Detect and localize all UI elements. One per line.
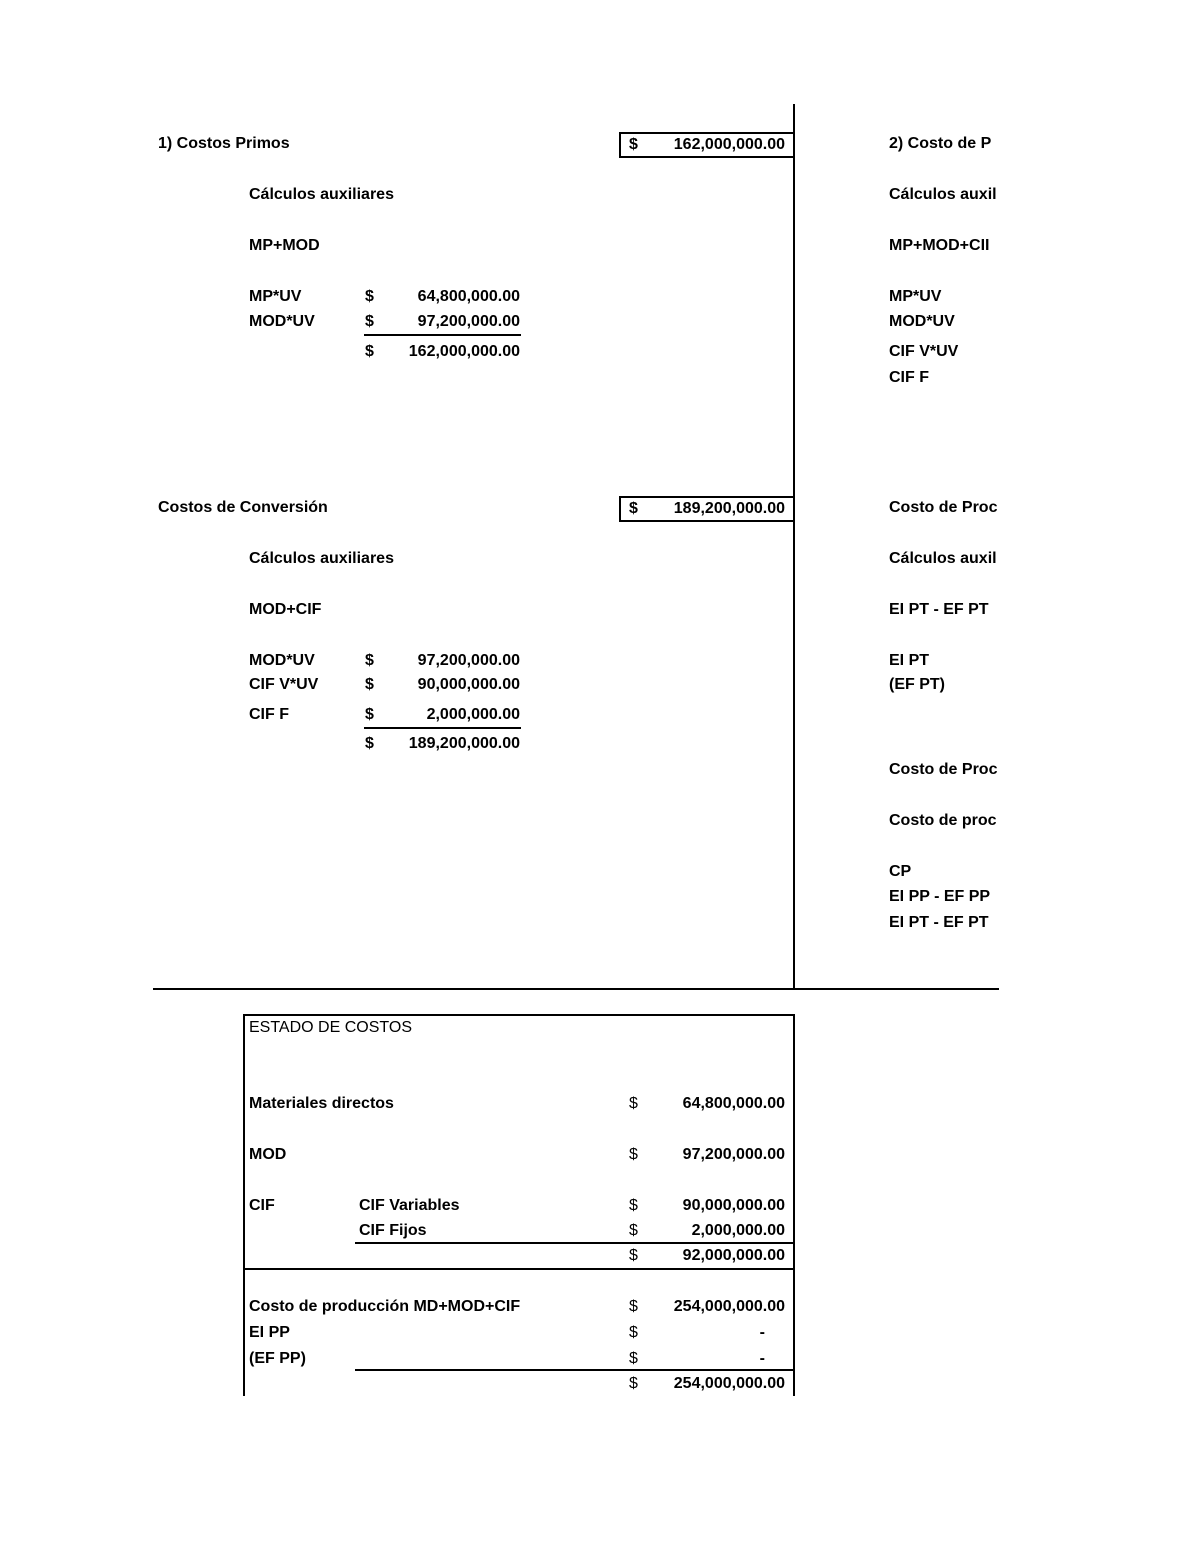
table-right-border <box>793 1014 795 1396</box>
row-value: 64,800,000.00 <box>417 288 520 305</box>
aux-label: Cálculos auxil <box>889 550 997 567</box>
ei-pp-label: EI PP <box>249 1324 290 1341</box>
cif-variables-label: CIF Variables <box>359 1197 460 1214</box>
mod-label: MOD <box>249 1146 287 1163</box>
cif-fijos-label: CIF Fijos <box>359 1222 427 1239</box>
currency-sign: $ <box>629 136 638 153</box>
final-total-value: 254,000,000.00 <box>673 1375 785 1392</box>
row-label: CIF F <box>249 706 289 723</box>
currency-sign: $ <box>629 500 638 517</box>
row-value: 97,200,000.00 <box>417 313 520 330</box>
item-label: EI PP - EF PP <box>889 888 991 905</box>
ef-pp-underline <box>355 1369 795 1371</box>
currency-sign: $ <box>629 1222 638 1239</box>
costo-produccion-subtitle: Costo de proc <box>889 812 997 829</box>
formula: MP+MOD+CII <box>889 237 990 254</box>
formula: EI PT - EF PT <box>889 601 989 618</box>
horizontal-divider <box>153 988 999 990</box>
costo-produccion-title-2: Costo de Proc <box>889 499 998 516</box>
item-label: EI PT <box>889 652 930 669</box>
currency-sign: $ <box>629 1375 638 1392</box>
costos-primos-title: 1) Costos Primos <box>158 135 290 152</box>
costos-primos-total-box <box>619 132 795 158</box>
currency-sign: $ <box>629 1197 638 1214</box>
row-value: 2,000,000.00 <box>426 706 520 723</box>
item-label: (EF PT) <box>889 676 945 693</box>
currency-sign: $ <box>629 1095 638 1112</box>
cif-underline <box>355 1242 795 1244</box>
sum-value: 162,000,000.00 <box>408 343 520 360</box>
aux-label: Cálculos auxiliares <box>249 186 394 203</box>
item-label: CP <box>889 863 912 880</box>
sum-underline <box>364 727 521 729</box>
formula: MOD+CIF <box>249 601 322 618</box>
row-label: CIF V*UV <box>249 676 319 693</box>
item-label: CIF F <box>889 369 929 386</box>
ei-pp-value: - <box>759 1324 765 1341</box>
costo-produccion-label: Costo de producción MD+MOD+CIF <box>249 1298 521 1315</box>
currency-sign: $ <box>365 652 374 669</box>
row-label: MOD*UV <box>249 313 315 330</box>
currency-sign: $ <box>365 735 374 752</box>
item-label: MP*UV <box>889 288 942 305</box>
table-left-border <box>243 1014 245 1396</box>
estado-title: ESTADO DE COSTOS <box>249 1019 412 1036</box>
mod-value: 97,200,000.00 <box>682 1146 785 1163</box>
currency-sign: $ <box>629 1350 638 1367</box>
row-value: 97,200,000.00 <box>417 652 520 669</box>
ef-pp-value: - <box>759 1350 765 1367</box>
currency-sign: $ <box>629 1324 638 1341</box>
currency-sign: $ <box>365 706 374 723</box>
currency-sign: $ <box>365 313 374 330</box>
vertical-divider <box>793 104 795 990</box>
currency-sign: $ <box>365 676 374 693</box>
costos-conversion-total-box <box>619 496 795 522</box>
costo-produccion-title-3: Costo de Proc <box>889 761 998 778</box>
item-label: MOD*UV <box>889 313 955 330</box>
cif-label: CIF <box>249 1197 275 1214</box>
costo-produccion-title: 2) Costo de P <box>889 135 992 152</box>
table-top-border <box>243 1014 795 1016</box>
cif-total-value: 92,000,000.00 <box>682 1247 785 1264</box>
costos-conversion-title: Costos de Conversión <box>158 499 328 516</box>
ef-pp-label: (EF PP) <box>249 1350 306 1367</box>
right-column <box>886 100 998 960</box>
currency-sign: $ <box>365 288 374 305</box>
sum-underline <box>364 334 521 336</box>
currency-sign: $ <box>365 343 374 360</box>
currency-sign: $ <box>629 1146 638 1163</box>
costo-produccion-value: 254,000,000.00 <box>673 1298 785 1315</box>
item-label: CIF V*UV <box>889 343 959 360</box>
cif-total-underline <box>243 1268 795 1270</box>
cif-variables-value: 90,000,000.00 <box>682 1197 785 1214</box>
formula: MP+MOD <box>249 237 320 254</box>
currency-sign: $ <box>629 1298 638 1315</box>
costos-primos-total-value: 162,000,000.00 <box>673 136 785 153</box>
row-value: 90,000,000.00 <box>417 676 520 693</box>
cif-fijos-value: 2,000,000.00 <box>691 1222 785 1239</box>
item-label: EI PT - EF PT <box>889 914 989 931</box>
md-label: Materiales directos <box>249 1095 394 1112</box>
row-label: MOD*UV <box>249 652 315 669</box>
md-value: 64,800,000.00 <box>682 1095 785 1112</box>
aux-label: Cálculos auxil <box>889 186 997 203</box>
sum-value: 189,200,000.00 <box>408 735 520 752</box>
costos-conversion-total-value: 189,200,000.00 <box>673 500 785 517</box>
currency-sign: $ <box>629 1247 638 1264</box>
row-label: MP*UV <box>249 288 302 305</box>
aux-label: Cálculos auxiliares <box>249 550 394 567</box>
